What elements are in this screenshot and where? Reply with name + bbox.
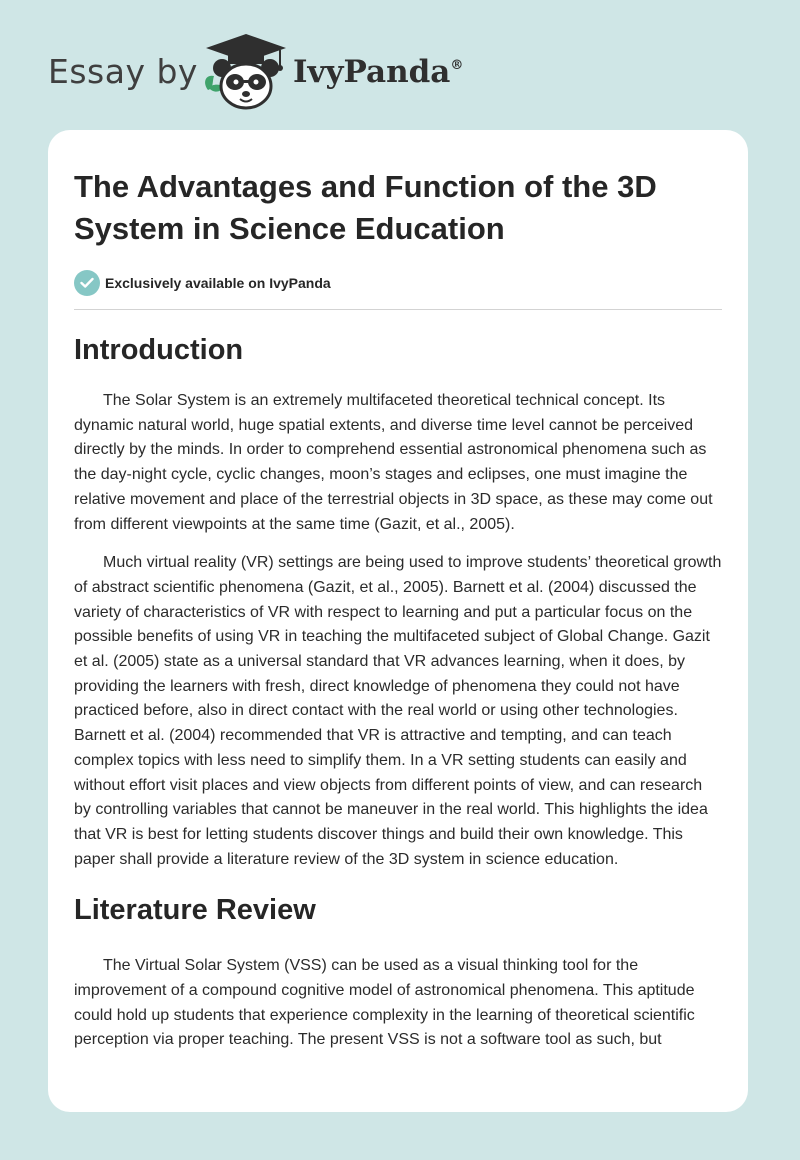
paragraph: Much virtual reality (VR) settings are being used to improve students’ theoretical growth of abstract scientific phenomena (Gazit, et al., 2005). Barnett et al. (2004) discussed the variety of characteristics of VR with respect to learning and put a particular focus on the possible benefits of using VR in teaching the multifaceted subject of Global Change. Gazit et al. (2005) state as a universal standard that VR advances learning, when it does, by providing the learners with fresh, direct knowledge of phenomena they could not have practiced before, also in direct contact with the real world or using other technologies. Barnett et al. (2004) recommended that VR is attractive and tempting, and can teach complex topics with less need to simplify them. In a VR setting students can easily and without effort visit places and view objects from different points of view, and can research by controlling variables that cannot be maneuver in the real world. This highlights the idea that VR is best for letting students discover things and build their own knowledge. This paper shall provide a literature review of the 3D system in science education. [74, 554, 722, 868]
page-title: The Advantages and Function of the 3D System in Science Education [74, 169, 657, 246]
title-divider [74, 309, 722, 310]
check-circle-icon [74, 270, 100, 296]
section-heading-introduction: Introduction [74, 334, 244, 366]
brand-logo-text: IvyPanda® [293, 54, 464, 90]
paragraph: The Solar System is an extremely multifaceted theoretical technical concept. Its dynamic natural world, huge spatial extents, and diverse time level cannot be perceived directly by the minds. In order to comprehend essential astronomical phenomena such as the day-night cycle, cyclic changes, moon’s stages and eclipses, one must imagine the relative movement and place of the terrestrial objects in 3D space, as these may come out from different viewpoints at the same time (Gazit, et al., 2005). [74, 392, 713, 533]
exclusive-badge [74, 269, 722, 297]
site-header [48, 32, 548, 112]
panda-graduate-icon [200, 32, 292, 112]
essay-card [48, 130, 748, 1112]
paragraph: The Virtual Solar System (VSS) can be used as a visual thinking tool for the improvement of a compound cognitive model of astronomical phenomena. This aptitude could hold up students that experience complexity in the learning of theoretical scientific perception via proper teaching. The present VSS is not a software tool as such, but [74, 957, 695, 1049]
section-heading-literature-review: Literature Review [74, 894, 316, 927]
exclusive-badge-label: Exclusively available on IvyPanda [105, 275, 331, 291]
essay-by-label: Essay by [48, 52, 198, 91]
